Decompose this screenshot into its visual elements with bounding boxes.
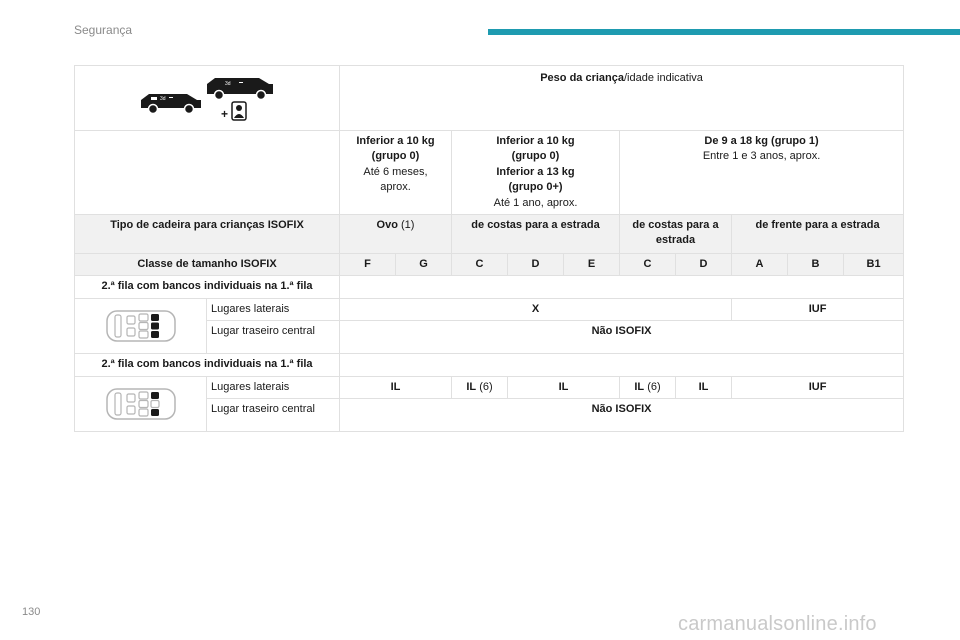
section-2-lateral-row <box>75 376 904 398</box>
isofix-table <box>74 65 904 432</box>
section-2-lateral-label: Lugares laterais <box>207 376 340 398</box>
seat-diagram-cell <box>75 298 207 353</box>
seat-type-row <box>75 214 904 253</box>
section-1-central-label: Lugar traseiro central <box>207 321 340 354</box>
section-2-title-row <box>75 354 904 376</box>
section-2-cell: IL (6) <box>452 376 508 398</box>
section-2-cell: IL <box>676 376 732 398</box>
section-1-lateral-x: X <box>340 298 732 320</box>
seat-diagram-cell <box>75 376 207 431</box>
van-icon <box>137 72 277 124</box>
section-1-central-value: Não ISOFIX <box>340 321 904 354</box>
section-2-cell: IL <box>340 376 452 398</box>
seat-type-rear-facing: de costas para a estrada <box>452 214 620 253</box>
group-0plus-cell: Inferior a 10 kg (grupo 0) Inferior a 13 kg (grupo 0+) Até 1 ano, aprox. <box>452 131 620 215</box>
section-2-cell: IUF <box>732 376 904 398</box>
section-1-lateral-iuf: IUF <box>732 298 904 320</box>
group-row-blank <box>75 131 340 215</box>
van-icon-front <box>141 94 201 114</box>
section-1-lateral-row <box>75 298 904 320</box>
weight-age-header: Peso da criança/idade indicativa <box>340 66 904 131</box>
section-1-lateral-label: Lugares laterais <box>207 298 340 320</box>
seat-type-forward-facing: de frente para a estrada <box>732 214 904 253</box>
section-2-central-label: Lugar traseiro central <box>207 398 340 431</box>
seat-type-rear-facing-2: de costas para a estrada <box>620 214 732 253</box>
size-class-cell: F <box>340 253 396 275</box>
svg-text:+: + <box>221 107 229 121</box>
size-class-cell: B <box>788 253 844 275</box>
group-row <box>75 131 904 215</box>
size-class-cell: D <box>508 253 564 275</box>
size-class-cell: C <box>620 253 676 275</box>
svg-text:3d: 3d <box>160 96 166 102</box>
section-1-title-row <box>75 276 904 298</box>
group-0-cell: Inferior a 10 kg (grupo 0) Até 6 meses, aprox. <box>340 131 452 215</box>
child-seat-icon <box>221 102 246 121</box>
size-class-row <box>75 253 904 275</box>
section-2-title: 2.ª fila com bancos individuais na 1.ª fila <box>75 354 340 376</box>
vehicle-icon-cell <box>75 66 340 131</box>
seat-type-label: Tipo de cadeira para crianças ISOFIX <box>75 214 340 253</box>
svg-text:3d: 3d <box>225 81 231 87</box>
size-class-cell: G <box>396 253 452 275</box>
section-title: Segurança <box>74 23 133 37</box>
size-class-cell: E <box>564 253 620 275</box>
size-class-cell: D <box>676 253 732 275</box>
section-2-cell: IL <box>508 376 620 398</box>
section-2-cell: IL (6) <box>620 376 676 398</box>
watermark: carmanualsonline.info <box>678 613 877 635</box>
section-1-title-blank <box>340 276 904 298</box>
section-1-title: 2.ª fila com bancos individuais na 1.ª fila <box>75 276 340 298</box>
header-accent-bar <box>488 29 960 35</box>
seat-layout-icon <box>105 308 177 344</box>
page-number: 130 <box>22 606 41 618</box>
seat-type-ovo: Ovo (1) <box>340 214 452 253</box>
group-1-cell: De 9 a 18 kg (grupo 1) Entre 1 e 3 anos, aprox. <box>620 131 904 215</box>
section-2-title-blank <box>340 354 904 376</box>
seat-layout-icon <box>105 386 177 422</box>
size-class-cell: B1 <box>844 253 904 275</box>
section-2-central-value: Não ISOFIX <box>340 398 904 431</box>
van-icon-rear <box>207 78 273 100</box>
size-class-cell: A <box>732 253 788 275</box>
table-head-row <box>75 66 904 131</box>
size-class-cell: C <box>452 253 508 275</box>
size-class-label: Classe de tamanho ISOFIX <box>75 253 340 275</box>
